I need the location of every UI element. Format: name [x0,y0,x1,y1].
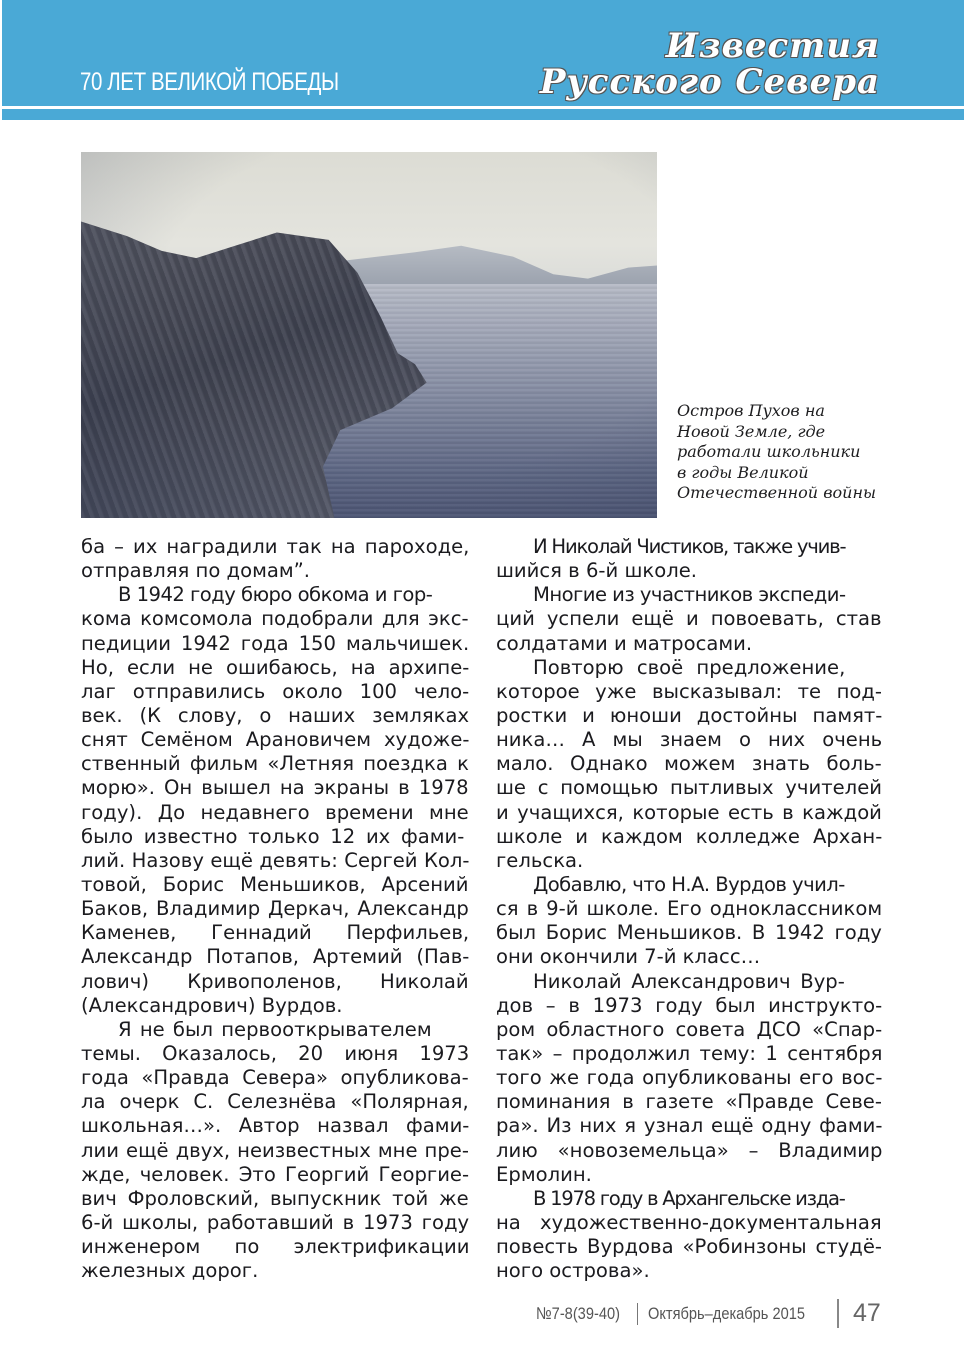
text-line: Но, если не ошибаюсь, на архипе- [81,655,470,679]
header-rule [2,106,964,109]
text-line: повесть Вурдова «Робинзоны студё- [496,1235,882,1259]
text-line: жде, человек. Это Георгий Георгие- [81,1162,470,1186]
caption-line: Отечественной войны [677,483,877,502]
text-line: ника… А мы знаем о них очень [496,728,883,752]
text-line: лаг отправились около 100 чело- [81,679,470,703]
text-line: Повторю своё предложение, [533,655,846,679]
text-line: Баков, Владимир Деркач, Александр [81,897,469,921]
text-line: ра». Из них я узнал ещё одну фами- [496,1114,883,1138]
text-line: ше с помощью пытливых учителей [496,776,882,800]
text-line: ростки и юноши достойны памят- [496,703,883,727]
text-line: году). До недавнего времени мне [81,800,469,824]
text-line: Ермолин. [496,1162,592,1186]
text-line: железных дорог. [81,1259,259,1283]
text-line: было известно только 12 их фами- [81,824,465,848]
caption-line: Остров Пухов на [677,401,825,420]
text-line: так» – продолжил тему: 1 сентября [496,1041,883,1065]
text-line: темы. Оказалось, 20 июня 1973 [81,1041,470,1065]
footer-divider [837,1299,839,1328]
text-line: лий. Назову ещё девять: Сергей Кол- [81,848,470,872]
photo-caption [677,401,907,504]
text-line: (Александрович) Вурдов. [81,993,343,1017]
text-line: поминания в газете «Правде Севе- [496,1090,882,1114]
caption-line: работали школьники [677,442,861,461]
article-photo [81,152,657,518]
text-line: ного острова». [496,1259,650,1283]
issue-number: №7-8(39-40) [536,1304,620,1323]
photo-vignette [81,152,657,518]
text-line: лович) Кривополенов, Николай [81,969,469,993]
text-line: и учащихся, которые есть в каждой [496,800,882,824]
text-line: ся в 9-й школе. Его одноклассником [496,897,883,921]
text-line: Каменев, Геннадий Перфильев, [81,921,470,945]
masthead-line-2: Русского Севера [539,62,880,102]
text-line: школе и каждом колледже Архан- [496,824,883,848]
section-title: 70 ЛЕТ ВЕЛИКОЙ ПОБЕДЫ [80,68,339,96]
masthead-line-1: Известия [665,26,880,66]
text-line: ственный фильм «Летняя поездка к [81,752,469,776]
text-line: Многие из участников экспеди- [533,583,846,607]
text-line: В 1942 году бюро обкома и гор- [118,583,433,607]
text-line: кома комсомола подобрали для экс- [81,607,469,631]
text-line: года «Правда Севера» опубликова- [81,1066,469,1090]
page-number: 47 [853,1299,881,1327]
text-line: вич Фроловский, выпускник той же [81,1186,469,1210]
text-line: на художественно-документальная [496,1210,882,1234]
text-line: ром областного совета ДСО «Спар- [496,1017,883,1041]
text-line: ций успели ещё и повоевать, став [496,607,882,631]
text-line: дов – в 1973 году был инструкто- [496,993,883,1017]
text-line: гельска. [496,848,584,872]
caption-line: в годы Великой [677,462,809,482]
text-line: которое уже высказывал: те под- [496,679,883,703]
footer-divider [637,1303,638,1325]
text-line: Александр Потапов, Артемий (Пав- [81,945,470,969]
issue-date: Октябрь–декабрь 2015 [648,1304,806,1323]
text-line: И Николай Чистиков, также учив- [533,535,846,558]
text-line: инженером по электрификации [81,1235,470,1259]
masthead-logo [540,28,880,100]
text-line: 6-й школы, работавший в 1973 году [81,1210,470,1234]
text-line: снят Семёном Арановичем художе- [81,728,470,752]
text-line: педиции 1942 года 150 мальчишек. [81,631,470,655]
text-line: морю». Он вышел на экраны в 1978 [81,776,469,800]
caption-line: Новой Земле, где [677,421,826,441]
text-line: того же года опубликованы его вос- [496,1066,883,1090]
text-line: век. (К слову, о наших земляках [81,703,470,727]
text-line: лии ещё двух, неизвестных мне пре- [81,1138,469,1162]
text-line: лию «новоземельца» – Владимир [496,1138,883,1162]
text-line: В 1978 году в Архангельске изда- [533,1186,845,1210]
text-line: ла очерк С. Селезнёва «Полярная, [81,1090,469,1114]
text-line: отправляя по домам”. [81,559,311,583]
text-line: школьная…». Автор назвал фами- [81,1114,470,1138]
article-column-left [81,535,469,1283]
text-line: солдатами и матросами. [496,631,753,655]
article-column-right [496,535,882,1283]
text-line: ба – их наградили так на пароходе, [81,535,470,558]
text-line: они окончили 7-й класс… [496,945,761,969]
text-line: товой, Борис Меньшиков, Арсений [81,872,469,896]
text-line: шийся в 6-й школе. [496,559,698,583]
page-footer [0,1299,964,1329]
text-line: был Борис Меньшиков. В 1942 году [496,921,882,945]
text-line: мало. Однако можем знать боль- [496,752,882,776]
text-line: Добавлю, что Н.А. Вурдов учил- [533,872,845,896]
text-line: Николай Александрович Вур- [533,969,845,993]
text-line: Я не был первооткрывателем [118,1017,432,1041]
